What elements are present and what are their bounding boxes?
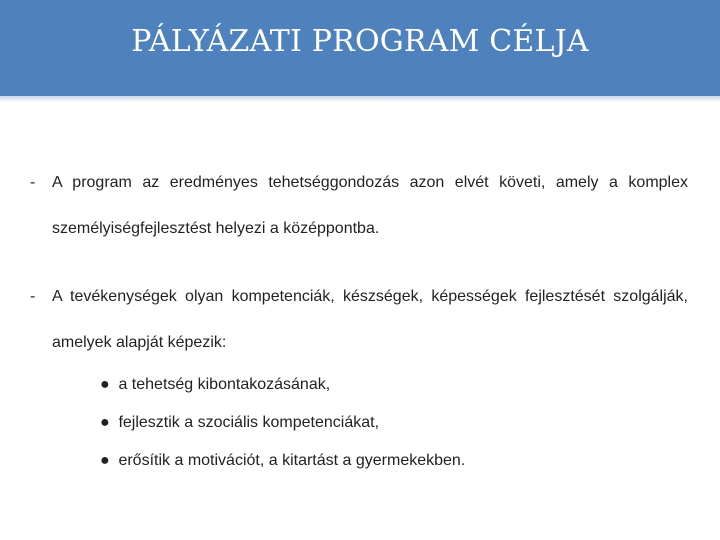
title-bar [0,0,720,96]
bullet-dot-icon: ● [100,414,110,431]
paragraph-1-text: A program az eredményes tehetséggondozás azon elvét követi, amely a komplex személyiségfejlesztést helyezi a középpontba. [52,174,688,237]
paragraph-2-text: A tevékenységek olyan kompetenciák, készségek, képességek fejlesztését szolgálják, amelyek alapját képezik: [52,288,688,351]
list-item-text: fejlesztik a szociális kompetenciákat, [118,414,380,431]
list-item [100,442,688,480]
title-bar-shadow [0,92,720,102]
bullet-dot-icon: ● [100,452,110,469]
slide-body [30,160,688,480]
list-item [100,366,688,404]
dash-marker: - [30,174,36,191]
list-item-text: a tehetség kibontakozásának, [118,376,331,393]
list-item [100,404,688,442]
bullet-dot-icon: ● [100,376,110,393]
list-item-text: erősítik a motivációt, a kitartást a gyermekekben. [118,452,466,469]
dash-marker: - [30,288,36,305]
paragraph-1 [30,160,688,252]
paragraph-2 [30,274,688,366]
slide-title: PÁLYÁZATI PROGRAM CÉLJA [131,24,589,59]
sub-bullet-list [100,366,688,480]
